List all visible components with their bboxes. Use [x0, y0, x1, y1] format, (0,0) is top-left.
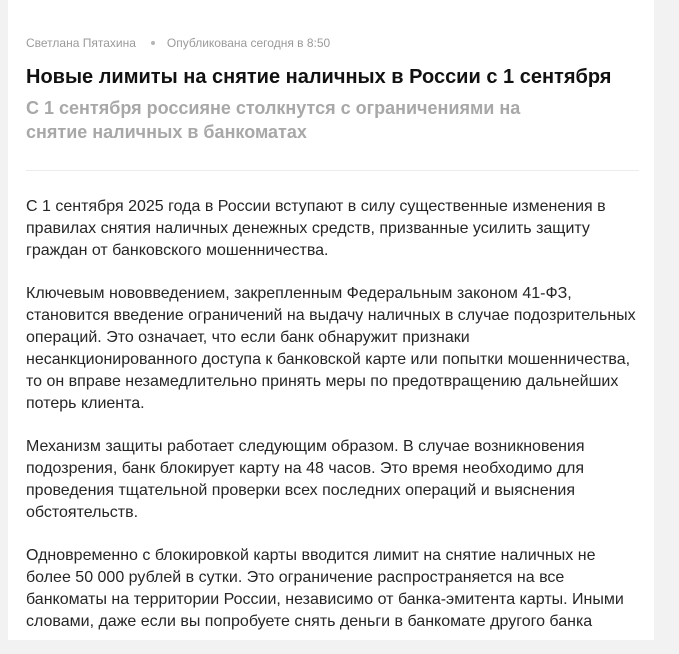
article-meta — [26, 35, 330, 51]
separator-dot-icon — [151, 41, 155, 45]
article-card — [8, 0, 654, 640]
article-paragraph: Механизм защиты работает следующим образом. В случае возникновения подозрения, банк блокирует карту на 48 часов. Это время необходимо для проведения тщательной проверки всех последних операций и выяснения обстоятельств. — [26, 438, 585, 521]
article-subtitle: С 1 сентября россияне столкнутся с ограничениями на снятие наличных в банкоматах — [26, 98, 521, 142]
author-name[interactable]: Светлана Пятахина — [26, 36, 136, 50]
article-body — [26, 196, 641, 654]
article-paragraph: Одновременно с блокировкой карты вводится лимит на снятие наличных не более 50 000 рублей в сутки. Это ограничение распространяется на все банкоматы на территории России, независимо от банка-эмитента карты. Иными словами, даже если вы попробуете снять деньги в банкомате другого банка — [26, 547, 624, 630]
article-title: Новые лимиты на снятие наличных в России с 1 сентября — [26, 66, 612, 88]
divider — [26, 170, 639, 171]
publish-date: Опубликована сегодня в 8:50 — [166, 36, 331, 50]
article-paragraph: Ключевым нововведением, закрепленным Федеральным законом 41-ФЗ, становится введение ограничений на выдачу наличных в случае подозрительных операций. Это означает, что если банк обнаружит признаки несанкционированного доступа к банковской карте или попытки мошенничества, то он вправе незамедлительно принять меры по предотвращению дальнейших потерь клиента. — [26, 285, 636, 412]
article-paragraph: С 1 сентября 2025 года в России вступают в силу существенные изменения в правилах снятия наличных денежных средств, призванные усилить защиту граждан от банковского мошенничества. — [26, 198, 606, 259]
